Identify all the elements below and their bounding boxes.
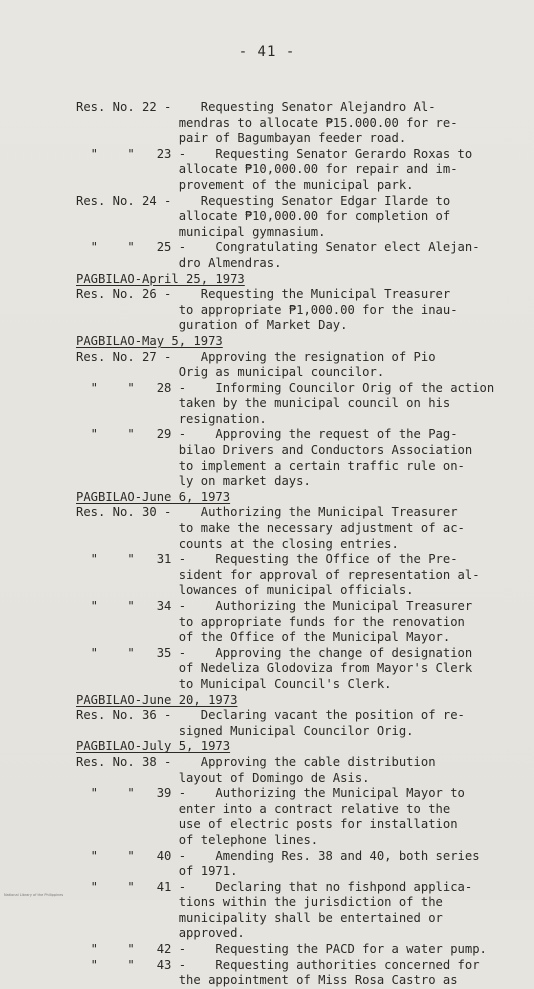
resolution-text-line: Res. No. 22 - Requesting Senator Alejandro Al- bbox=[76, 100, 436, 114]
resolution-text-line: " " 43 - Requesting authorities concerned for bbox=[76, 957, 480, 972]
resolution-text-line: to appropriate ₱1,000.00 for the inau- bbox=[76, 302, 458, 317]
session-date-heading: PAGBILAO-April 25, 1973 bbox=[76, 271, 245, 286]
resolution-text-line: " " 34 - Authorizing the Municipal Treasurer bbox=[76, 599, 473, 613]
resolution-text-line: taken by the municipal council on his bbox=[76, 396, 451, 411]
resolution-text-line: dro Almendras. bbox=[76, 255, 282, 270]
resolution-text-line: sident for approval of representation al- bbox=[76, 567, 480, 582]
resolution-text-line: " " 42 - Requesting the PACD for a water pump. bbox=[76, 942, 487, 957]
resolution-text-line: allocate ₱10,000.00 for repair and im- bbox=[76, 162, 458, 177]
resolution-text-line: approved. bbox=[76, 926, 245, 941]
resolution-text-line: to Municipal Council's Clerk. bbox=[76, 676, 392, 691]
resolution-text-line: Res. No. 36 - Declaring vacant the position of re- bbox=[76, 708, 465, 723]
resolution-text-line: municipality shall be entertained or bbox=[76, 910, 443, 925]
resolution-text-line: Res. No. 38 - Approving the cable distribution bbox=[76, 754, 436, 769]
resolution-text-line: layout of Domingo de Asis. bbox=[76, 770, 370, 785]
resolution-list bbox=[76, 100, 496, 989]
resolution-text-line: " " 28 - Informing Councilor Orig of the action bbox=[76, 380, 495, 395]
resolution-text-line: municipal gymnasium. bbox=[76, 224, 326, 239]
resolution-text-line: pair of Bagumbayan feeder road. bbox=[76, 131, 407, 146]
resolution-text-line: Res. No. 24 - Requesting Senator Edgar Ilarde to bbox=[76, 193, 451, 208]
session-date-heading: PAGBILAO-June 20, 1973 bbox=[76, 692, 238, 707]
resolution-text-line: of the Office of the Municipal Mayor. bbox=[76, 630, 451, 645]
resolution-text-line: of Nedeliza Glodoviza from Mayor's Clerk bbox=[76, 661, 473, 676]
page-number: - 41 - bbox=[238, 44, 296, 60]
resolution-text-line: bilao Drivers and Conductors Association bbox=[76, 443, 473, 458]
resolution-text-line: to make the necessary adjustment of ac- bbox=[76, 521, 465, 536]
session-date-heading: PAGBILAO-May 5, 1973 bbox=[76, 333, 223, 348]
session-date-heading: PAGBILAO-June 6, 1973 bbox=[76, 489, 231, 504]
resolution-text-line: of 1971. bbox=[76, 864, 238, 879]
resolution-text-line: tions within the jurisdiction of the bbox=[76, 895, 443, 910]
resolution-text-line: " " 29 - Approving the request of the Pag- bbox=[76, 427, 458, 442]
resolution-text-line: the appointment of Miss Rosa Castro as bbox=[76, 973, 458, 988]
resolution-text-line: " " 31 - Requesting the Office of the Pre- bbox=[76, 552, 458, 567]
footer-watermark: National Library of the Philippines bbox=[4, 893, 64, 897]
resolution-text-line: Res. No. 27 - Approving the resignation of Pio bbox=[76, 349, 436, 364]
resolution-text-line: to appropriate funds for the renovation bbox=[76, 614, 465, 629]
resolution-text-line: counts at the closing entries. bbox=[76, 536, 399, 551]
resolution-text-line: guration of Market Day. bbox=[76, 318, 348, 333]
resolution-text-line: allocate ₱10,000.00 for completion of bbox=[76, 209, 451, 224]
resolution-text-line: " " 35 - Approving the change of designation bbox=[76, 645, 473, 660]
resolution-text-line: Res. No. 30 - Authorizing the Municipal Treasurer bbox=[76, 505, 458, 520]
resolution-text-line: enter into a contract relative to the bbox=[76, 801, 451, 816]
resolution-text-line: " " 41 - Declaring that no fishpond applica- bbox=[76, 879, 473, 894]
resolution-text-line: use of electric posts for installation bbox=[76, 817, 458, 832]
resolution-text-line: ly on market days. bbox=[76, 474, 311, 489]
resolution-text-line: of telephone lines. bbox=[76, 832, 319, 847]
resolution-text-line: " " 25 - Congratulating Senator elect Alejan- bbox=[76, 240, 480, 255]
resolution-text-line: Orig as municipal councilor. bbox=[76, 365, 385, 380]
resolution-text-line: Res. No. 26 - Requesting the Municipal Treasurer bbox=[76, 287, 451, 302]
resolution-text-line: to implement a certain traffic rule on- bbox=[76, 458, 465, 473]
resolution-text-line: resignation. bbox=[76, 411, 267, 426]
session-date-heading: PAGBILAO-July 5, 1973 bbox=[76, 739, 231, 754]
resolution-text-line: mendras to allocate ₱15.000.00 for re- bbox=[76, 115, 458, 130]
resolution-text-line: " " 23 - Requesting Senator Gerardo Roxas to bbox=[76, 146, 473, 161]
resolution-text-line: signed Municipal Councilor Orig. bbox=[76, 723, 414, 738]
resolution-text-line: provement of the municipal park. bbox=[76, 177, 414, 192]
resolution-text-line: lowances of municipal officials. bbox=[76, 583, 414, 598]
resolution-text-line: " " 39 - Authorizing the Municipal Mayor to bbox=[76, 786, 465, 801]
resolution-text-line: " " 40 - Amending Res. 38 and 40, both series bbox=[76, 848, 480, 863]
